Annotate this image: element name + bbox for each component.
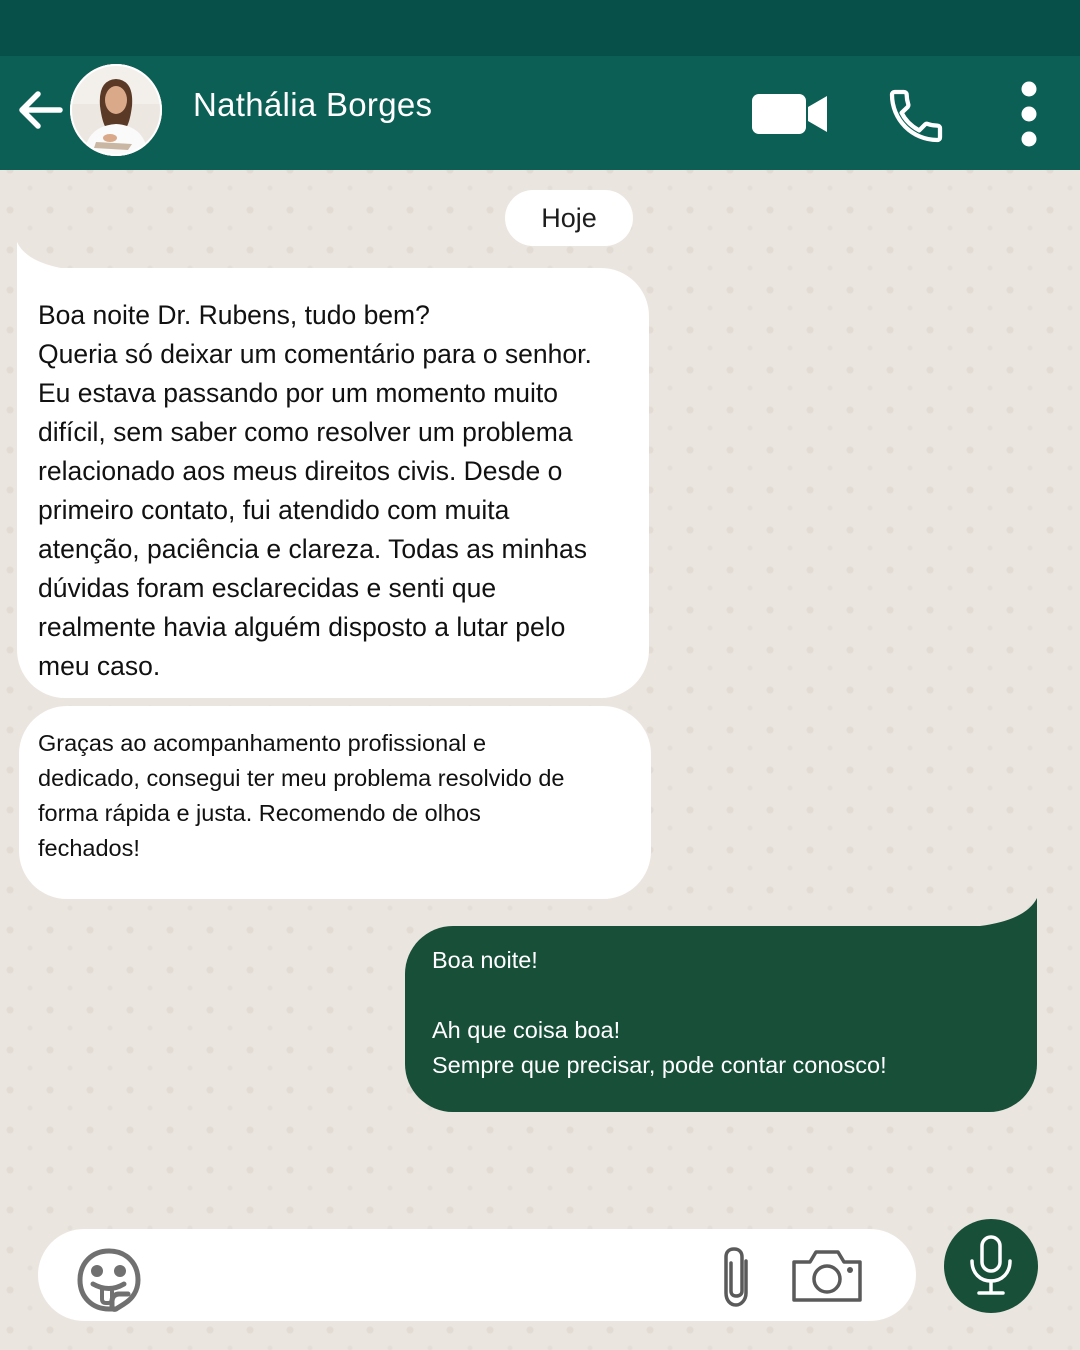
date-separator: Hoje	[505, 190, 633, 246]
message-text-line: meu caso.	[38, 651, 161, 681]
message-input[interactable]	[158, 1249, 712, 1303]
message-text-line: Sempre que precisar, pode contar conosco!	[432, 1052, 887, 1078]
message-text-line: primeiro contato, fui atendido com muita	[38, 495, 510, 525]
outgoing-message[interactable]	[405, 926, 1037, 1112]
chat-header	[0, 56, 1080, 170]
more-vertical-icon[interactable]	[1012, 80, 1046, 148]
message-blank-line	[432, 978, 1010, 1013]
message-composer	[38, 1229, 916, 1321]
message-text-line: fechados!	[38, 835, 140, 861]
message-text-line: atenção, paciência e clareza. Todas as minhas	[38, 534, 587, 564]
microphone-button[interactable]	[944, 1219, 1038, 1313]
message-text-line: dúvidas foram esclarecidas e senti que	[38, 573, 497, 603]
status-bar	[0, 0, 1080, 56]
message-text-line: Ah que coisa boa!	[432, 1017, 621, 1043]
message-text-line: Eu estava passando por um momento muito	[38, 378, 558, 408]
microphone-icon	[966, 1235, 1016, 1297]
message-text-line: Boa noite!	[432, 947, 538, 973]
phone-icon[interactable]	[884, 84, 948, 148]
message-text-line: realmente havia alguém disposto a lutar pelo	[38, 612, 566, 642]
outgoing-bubble-tail	[940, 898, 1037, 928]
contact-avatar[interactable]	[70, 64, 162, 156]
message-text-line: dedicado, consegui ter meu problema resolvido de	[38, 765, 565, 791]
incoming-message[interactable]	[19, 706, 651, 899]
message-text-line: Boa noite Dr. Rubens, tudo bem?	[38, 300, 430, 330]
sticker-icon[interactable]	[76, 1247, 142, 1313]
message-text-line: relacionado aos meus direitos civis. Desde o	[38, 456, 563, 486]
camera-icon[interactable]	[790, 1246, 864, 1304]
message-text-line: Graças ao acompanhamento profissional e	[38, 730, 487, 756]
back-arrow-icon[interactable]	[14, 84, 66, 136]
paperclip-icon[interactable]	[718, 1245, 758, 1309]
message-text-line: Queria só deixar um comentário para o senhor.	[38, 339, 592, 369]
incoming-message[interactable]	[17, 268, 649, 698]
contact-name[interactable]: Nathália Borges	[193, 86, 433, 123]
message-text-line: forma rápida e justa. Recomendo de olhos	[38, 800, 481, 826]
message-text-line: difícil, sem saber como resolver um problema	[38, 417, 573, 447]
video-camera-icon[interactable]	[750, 90, 830, 138]
